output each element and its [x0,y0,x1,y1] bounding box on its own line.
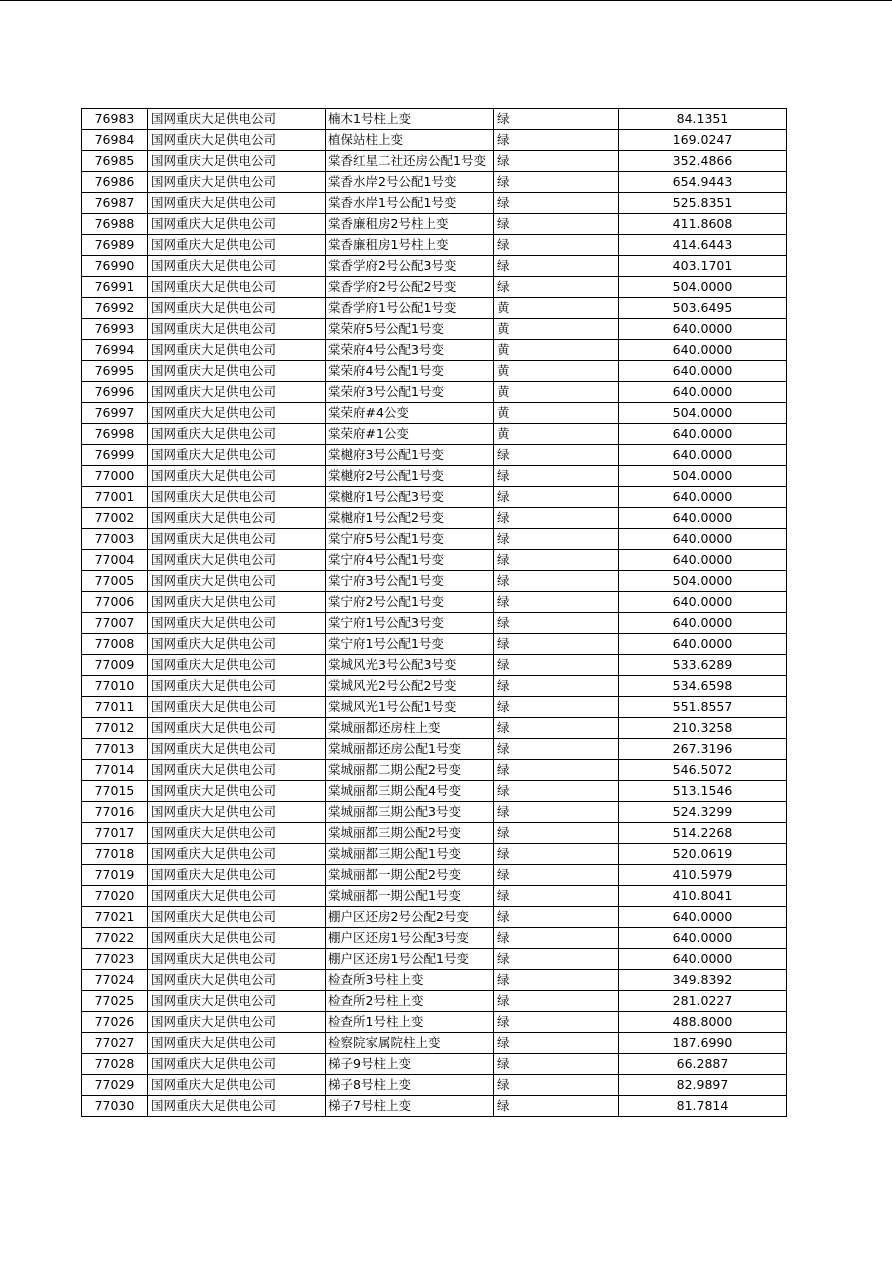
cell-status: 黄 [494,382,619,403]
cell-transformer-name: 棠香廉租房1号柱上变 [326,235,494,256]
table-row [82,991,787,1012]
cell-company: 国网重庆大足供电公司 [148,1012,326,1033]
cell-transformer-name: 棠樾府3号公配1号变 [326,445,494,466]
cell-company: 国网重庆大足供电公司 [148,1054,326,1075]
cell-company: 国网重庆大足供电公司 [148,928,326,949]
cell-status: 绿 [494,991,619,1012]
table-row [82,487,787,508]
cell-value: 82.9897 [619,1075,787,1096]
cell-id: 76993 [82,319,148,340]
cell-id: 77010 [82,676,148,697]
cell-id: 76992 [82,298,148,319]
cell-value: 546.5072 [619,760,787,781]
cell-transformer-name: 棠城丽都三期公配3号变 [326,802,494,823]
cell-company: 国网重庆大足供电公司 [148,214,326,235]
cell-id: 77013 [82,739,148,760]
cell-id: 77018 [82,844,148,865]
cell-transformer-name: 棠城风光2号公配2号变 [326,676,494,697]
cell-value: 640.0000 [619,529,787,550]
cell-id: 77001 [82,487,148,508]
cell-value: 81.7814 [619,1096,787,1117]
table-row [82,193,787,214]
cell-id: 76984 [82,130,148,151]
table-row [82,130,787,151]
cell-id: 77007 [82,613,148,634]
cell-transformer-name: 楠木1号柱上变 [326,109,494,130]
table-body [82,109,787,1117]
table-row [82,928,787,949]
cell-id: 77016 [82,802,148,823]
cell-transformer-name: 棠荣府5号公配1号变 [326,319,494,340]
cell-status: 绿 [494,655,619,676]
cell-company: 国网重庆大足供电公司 [148,466,326,487]
cell-value: 513.1546 [619,781,787,802]
cell-status: 绿 [494,970,619,991]
cell-id: 76989 [82,235,148,256]
cell-company: 国网重庆大足供电公司 [148,970,326,991]
cell-value: 488.8000 [619,1012,787,1033]
cell-transformer-name: 棠荣府4号公配3号变 [326,340,494,361]
cell-status: 绿 [494,1075,619,1096]
table-row [82,865,787,886]
cell-status: 绿 [494,823,619,844]
cell-status: 绿 [494,928,619,949]
cell-status: 绿 [494,256,619,277]
cell-transformer-name: 检查所2号柱上变 [326,991,494,1012]
cell-id: 76991 [82,277,148,298]
cell-value: 504.0000 [619,277,787,298]
cell-transformer-name: 棠香水岸1号公配1号变 [326,193,494,214]
cell-status: 绿 [494,697,619,718]
cell-transformer-name: 棚户区还房1号公配3号变 [326,928,494,949]
cell-value: 525.8351 [619,193,787,214]
cell-id: 77005 [82,571,148,592]
cell-status: 绿 [494,466,619,487]
cell-transformer-name: 棠宁府3号公配1号变 [326,571,494,592]
cell-status: 绿 [494,508,619,529]
cell-company: 国网重庆大足供电公司 [148,172,326,193]
cell-value: 66.2887 [619,1054,787,1075]
cell-value: 210.3258 [619,718,787,739]
cell-value: 520.0619 [619,844,787,865]
cell-value: 640.0000 [619,487,787,508]
cell-value: 410.5979 [619,865,787,886]
cell-id: 76998 [82,424,148,445]
cell-value: 640.0000 [619,508,787,529]
cell-id: 77004 [82,550,148,571]
table-row [82,655,787,676]
cell-status: 绿 [494,151,619,172]
cell-value: 504.0000 [619,466,787,487]
cell-company: 国网重庆大足供电公司 [148,130,326,151]
table-row [82,823,787,844]
cell-value: 169.0247 [619,130,787,151]
cell-transformer-name: 棠香廉租房2号柱上变 [326,214,494,235]
cell-value: 504.0000 [619,571,787,592]
cell-transformer-name: 棠宁府5号公配1号变 [326,529,494,550]
cell-value: 640.0000 [619,949,787,970]
cell-status: 绿 [494,277,619,298]
cell-value: 640.0000 [619,928,787,949]
table-row [82,970,787,991]
cell-transformer-name: 梯子9号柱上变 [326,1054,494,1075]
cell-company: 国网重庆大足供电公司 [148,592,326,613]
cell-id: 77002 [82,508,148,529]
cell-transformer-name: 棠城丽都还房柱上变 [326,718,494,739]
cell-company: 国网重庆大足供电公司 [148,634,326,655]
cell-company: 国网重庆大足供电公司 [148,949,326,970]
cell-id: 77006 [82,592,148,613]
table-row [82,676,787,697]
cell-company: 国网重庆大足供电公司 [148,718,326,739]
cell-company: 国网重庆大足供电公司 [148,676,326,697]
cell-transformer-name: 棠香学府2号公配2号变 [326,277,494,298]
cell-company: 国网重庆大足供电公司 [148,277,326,298]
cell-transformer-name: 棠城丽都三期公配1号变 [326,844,494,865]
cell-status: 黄 [494,361,619,382]
cell-company: 国网重庆大足供电公司 [148,697,326,718]
table-row [82,781,787,802]
cell-status: 绿 [494,592,619,613]
table-row [82,298,787,319]
cell-value: 403.1701 [619,256,787,277]
cell-id: 77009 [82,655,148,676]
cell-id: 77015 [82,781,148,802]
cell-value: 267.3196 [619,739,787,760]
table-row [82,235,787,256]
table-row [82,466,787,487]
cell-company: 国网重庆大足供电公司 [148,487,326,508]
cell-company: 国网重庆大足供电公司 [148,529,326,550]
cell-id: 77022 [82,928,148,949]
cell-id: 77027 [82,1033,148,1054]
page-top-border [0,0,892,1]
cell-status: 绿 [494,109,619,130]
table-row [82,403,787,424]
cell-transformer-name: 棠宁府4号公配1号变 [326,550,494,571]
cell-value: 514.2268 [619,823,787,844]
cell-status: 绿 [494,172,619,193]
cell-company: 国网重庆大足供电公司 [148,193,326,214]
cell-id: 77030 [82,1096,148,1117]
cell-status: 绿 [494,844,619,865]
table-row [82,1054,787,1075]
cell-company: 国网重庆大足供电公司 [148,613,326,634]
table-row [82,634,787,655]
cell-company: 国网重庆大足供电公司 [148,424,326,445]
cell-id: 76983 [82,109,148,130]
cell-id: 77026 [82,1012,148,1033]
table-row [82,172,787,193]
table-row [82,319,787,340]
table-row [82,718,787,739]
transformer-table [81,108,787,1117]
cell-transformer-name: 梯子8号柱上变 [326,1075,494,1096]
table-row [82,214,787,235]
cell-status: 绿 [494,718,619,739]
cell-transformer-name: 棠樾府1号公配3号变 [326,487,494,508]
cell-value: 551.8557 [619,697,787,718]
cell-id: 77025 [82,991,148,1012]
table-row [82,361,787,382]
table-row [82,445,787,466]
cell-value: 640.0000 [619,445,787,466]
cell-id: 77000 [82,466,148,487]
table-row [82,949,787,970]
cell-id: 76988 [82,214,148,235]
cell-transformer-name: 棠荣府3号公配1号变 [326,382,494,403]
cell-value: 281.0227 [619,991,787,1012]
cell-status: 绿 [494,130,619,151]
cell-transformer-name: 检察院家属院柱上变 [326,1033,494,1054]
table-row [82,277,787,298]
cell-status: 黄 [494,340,619,361]
cell-id: 77020 [82,886,148,907]
cell-value: 640.0000 [619,319,787,340]
cell-value: 503.6495 [619,298,787,319]
cell-transformer-name: 棠香学府1号公配1号变 [326,298,494,319]
cell-id: 77021 [82,907,148,928]
cell-transformer-name: 棠香学府2号公配3号变 [326,256,494,277]
cell-company: 国网重庆大足供电公司 [148,382,326,403]
cell-company: 国网重庆大足供电公司 [148,340,326,361]
cell-value: 640.0000 [619,907,787,928]
cell-id: 76987 [82,193,148,214]
cell-company: 国网重庆大足供电公司 [148,865,326,886]
cell-status: 黄 [494,424,619,445]
table-row [82,613,787,634]
cell-transformer-name: 梯子7号柱上变 [326,1096,494,1117]
table-row [82,424,787,445]
table-row [82,739,787,760]
cell-company: 国网重庆大足供电公司 [148,298,326,319]
cell-transformer-name: 棠宁府1号公配3号变 [326,613,494,634]
table-row [82,256,787,277]
cell-id: 76997 [82,403,148,424]
cell-transformer-name: 棠城丽都三期公配4号变 [326,781,494,802]
cell-status: 绿 [494,235,619,256]
cell-company: 国网重庆大足供电公司 [148,844,326,865]
cell-transformer-name: 棠城丽都二期公配2号变 [326,760,494,781]
cell-id: 76995 [82,361,148,382]
cell-id: 77008 [82,634,148,655]
cell-company: 国网重庆大足供电公司 [148,907,326,928]
cell-transformer-name: 棠宁府2号公配1号变 [326,592,494,613]
cell-status: 绿 [494,613,619,634]
cell-status: 绿 [494,781,619,802]
cell-value: 640.0000 [619,634,787,655]
cell-company: 国网重庆大足供电公司 [148,739,326,760]
cell-status: 绿 [494,214,619,235]
cell-status: 绿 [494,1012,619,1033]
cell-transformer-name: 棠宁府1号公配1号变 [326,634,494,655]
cell-status: 绿 [494,676,619,697]
cell-status: 绿 [494,445,619,466]
cell-status: 绿 [494,886,619,907]
cell-company: 国网重庆大足供电公司 [148,109,326,130]
cell-value: 533.6289 [619,655,787,676]
cell-status: 绿 [494,949,619,970]
cell-value: 187.6990 [619,1033,787,1054]
table-row [82,1012,787,1033]
cell-value: 640.0000 [619,592,787,613]
cell-id: 77029 [82,1075,148,1096]
cell-transformer-name: 棚户区还房2号公配2号变 [326,907,494,928]
cell-transformer-name: 棠荣府#4公变 [326,403,494,424]
cell-value: 352.4866 [619,151,787,172]
cell-id: 77012 [82,718,148,739]
cell-company: 国网重庆大足供电公司 [148,760,326,781]
cell-status: 绿 [494,1054,619,1075]
cell-company: 国网重庆大足供电公司 [148,235,326,256]
table-row [82,1075,787,1096]
table-row [82,1033,787,1054]
cell-transformer-name: 棠城风光1号公配1号变 [326,697,494,718]
cell-transformer-name: 棠城丽都三期公配2号变 [326,823,494,844]
cell-status: 绿 [494,760,619,781]
cell-status: 黄 [494,319,619,340]
cell-transformer-name: 棠城风光3号公配3号变 [326,655,494,676]
cell-company: 国网重庆大足供电公司 [148,991,326,1012]
cell-transformer-name: 检查所1号柱上变 [326,1012,494,1033]
cell-company: 国网重庆大足供电公司 [148,571,326,592]
cell-transformer-name: 植保站柱上变 [326,130,494,151]
cell-id: 77023 [82,949,148,970]
cell-value: 349.8392 [619,970,787,991]
cell-transformer-name: 棠城丽都一期公配2号变 [326,865,494,886]
cell-status: 绿 [494,739,619,760]
table-row [82,592,787,613]
cell-value: 654.9443 [619,172,787,193]
table-row [82,151,787,172]
table-row [82,802,787,823]
cell-id: 77019 [82,865,148,886]
cell-id: 76990 [82,256,148,277]
cell-transformer-name: 棠樾府2号公配1号变 [326,466,494,487]
cell-value: 84.1351 [619,109,787,130]
cell-company: 国网重庆大足供电公司 [148,655,326,676]
table-row [82,1096,787,1117]
cell-status: 绿 [494,529,619,550]
table-row [82,907,787,928]
cell-company: 国网重庆大足供电公司 [148,886,326,907]
cell-id: 76996 [82,382,148,403]
cell-company: 国网重庆大足供电公司 [148,550,326,571]
cell-transformer-name: 棠香水岸2号公配1号变 [326,172,494,193]
table-row [82,529,787,550]
cell-status: 绿 [494,865,619,886]
cell-value: 414.6443 [619,235,787,256]
cell-value: 640.0000 [619,424,787,445]
cell-status: 绿 [494,193,619,214]
cell-transformer-name: 棠荣府4号公配1号变 [326,361,494,382]
table-row [82,844,787,865]
cell-id: 77024 [82,970,148,991]
cell-company: 国网重庆大足供电公司 [148,1075,326,1096]
cell-value: 524.3299 [619,802,787,823]
cell-status: 绿 [494,1096,619,1117]
cell-status: 绿 [494,634,619,655]
cell-transformer-name: 棠城丽都还房公配1号变 [326,739,494,760]
table-row [82,550,787,571]
cell-value: 504.0000 [619,403,787,424]
cell-id: 76999 [82,445,148,466]
cell-company: 国网重庆大足供电公司 [148,1033,326,1054]
cell-id: 76986 [82,172,148,193]
cell-status: 绿 [494,571,619,592]
cell-transformer-name: 棠荣府#1公变 [326,424,494,445]
cell-id: 76994 [82,340,148,361]
cell-value: 640.0000 [619,613,787,634]
cell-status: 绿 [494,1033,619,1054]
cell-company: 国网重庆大足供电公司 [148,508,326,529]
cell-value: 410.8041 [619,886,787,907]
cell-transformer-name: 检查所3号柱上变 [326,970,494,991]
cell-status: 绿 [494,907,619,928]
cell-company: 国网重庆大足供电公司 [148,256,326,277]
cell-company: 国网重庆大足供电公司 [148,151,326,172]
cell-status: 绿 [494,487,619,508]
table-row [82,382,787,403]
cell-company: 国网重庆大足供电公司 [148,361,326,382]
cell-id: 76985 [82,151,148,172]
cell-transformer-name: 棠樾府1号公配2号变 [326,508,494,529]
table-row [82,760,787,781]
cell-value: 640.0000 [619,382,787,403]
cell-id: 77017 [82,823,148,844]
cell-status: 绿 [494,802,619,823]
table-row [82,340,787,361]
cell-value: 640.0000 [619,361,787,382]
cell-value: 411.8608 [619,214,787,235]
cell-transformer-name: 棚户区还房1号公配1号变 [326,949,494,970]
table-row [82,886,787,907]
cell-company: 国网重庆大足供电公司 [148,445,326,466]
cell-id: 77011 [82,697,148,718]
cell-transformer-name: 棠城丽都一期公配1号变 [326,886,494,907]
table-row [82,508,787,529]
cell-company: 国网重庆大足供电公司 [148,403,326,424]
table-row [82,697,787,718]
cell-value: 640.0000 [619,340,787,361]
cell-value: 534.6598 [619,676,787,697]
table-row [82,571,787,592]
cell-status: 黄 [494,403,619,424]
cell-id: 77014 [82,760,148,781]
cell-company: 国网重庆大足供电公司 [148,823,326,844]
cell-value: 640.0000 [619,550,787,571]
cell-company: 国网重庆大足供电公司 [148,1096,326,1117]
cell-company: 国网重庆大足供电公司 [148,319,326,340]
cell-status: 绿 [494,550,619,571]
cell-company: 国网重庆大足供电公司 [148,781,326,802]
cell-company: 国网重庆大足供电公司 [148,802,326,823]
cell-id: 77028 [82,1054,148,1075]
cell-id: 77003 [82,529,148,550]
cell-status: 黄 [494,298,619,319]
table-row [82,109,787,130]
cell-transformer-name: 棠香红星二社还房公配1号变 [326,151,494,172]
